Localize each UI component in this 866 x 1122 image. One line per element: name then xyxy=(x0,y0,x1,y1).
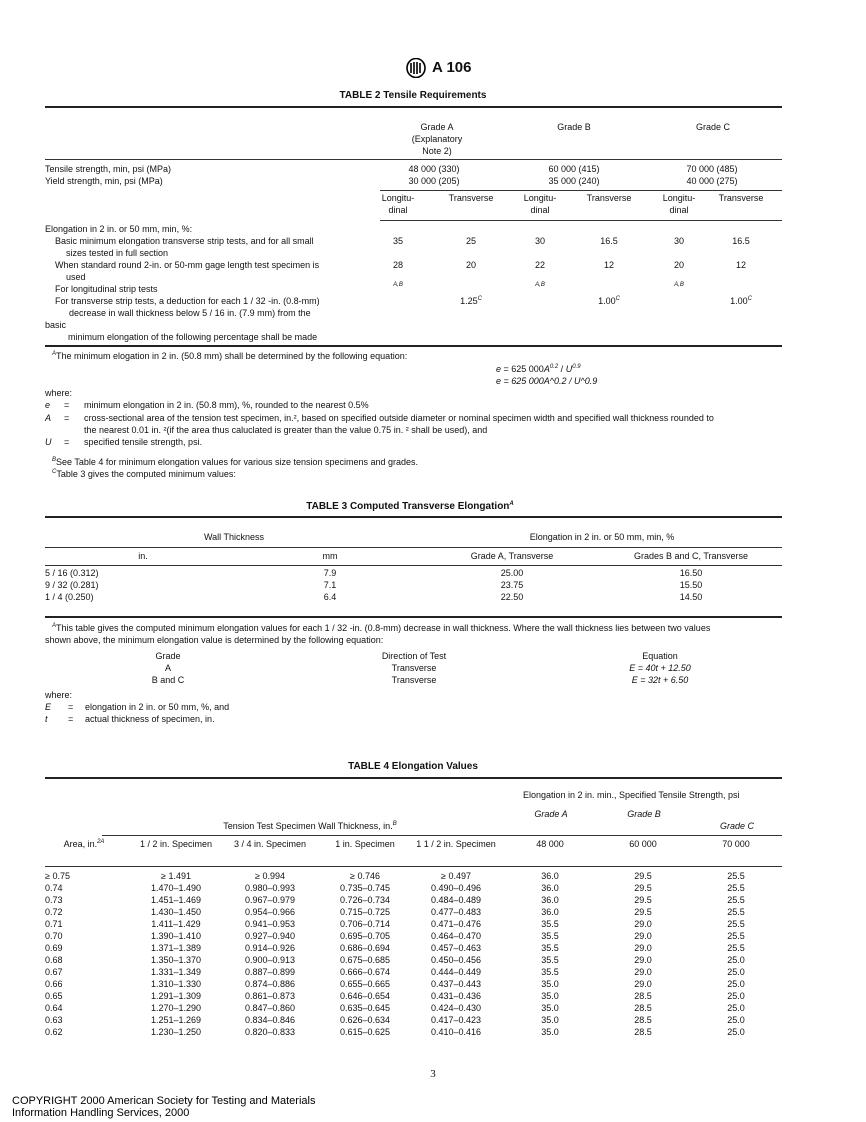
table-cell: 0.735–0.745 xyxy=(339,883,391,893)
cell-area: 0.74 xyxy=(45,883,63,893)
row-label: sizes tested in full section xyxy=(66,248,169,258)
row-label: When standard round 2-in. or 50-mm gage length test specimen is xyxy=(55,260,320,270)
table-cell: 0.484–0.489 xyxy=(430,895,482,905)
table-cell: 28.5 xyxy=(634,1015,652,1025)
cell-area: 0.70 xyxy=(45,931,63,941)
table-cell: 35.0 xyxy=(541,1015,559,1025)
table-cell: 1.310–1.330 xyxy=(150,979,202,989)
equals: = xyxy=(68,702,74,712)
longitudinal-header: Longitu- xyxy=(662,193,696,203)
table-cell: 0.666–0.674 xyxy=(339,967,391,977)
table-cell: 0.646–0.654 xyxy=(339,991,391,1001)
table-cell: 0.431–0.436 xyxy=(430,991,482,1001)
cell-area: 0.71 xyxy=(45,919,63,929)
table-cell: ≥ 0.994 xyxy=(255,871,285,881)
cell-area: 0.72 xyxy=(45,907,63,917)
cell-mm: 6.4 xyxy=(323,592,337,602)
value xyxy=(460,296,482,307)
table-cell: 36.0 xyxy=(541,883,559,893)
definition-text: elongation in 2 in. or 50 mm, %, and xyxy=(85,702,230,712)
table4-title: TABLE 4 Elongation Values xyxy=(348,761,478,772)
table-cell: 0.457–0.463 xyxy=(430,943,482,953)
definition xyxy=(45,437,52,448)
footnote-mark: A xyxy=(509,501,514,507)
table-cell: 29.5 xyxy=(634,871,652,881)
eq-direction: Transverse xyxy=(391,663,437,673)
grade-a-note: Note 2) xyxy=(422,146,452,156)
cell-area: 0.67 xyxy=(45,967,63,977)
eq-A: A xyxy=(543,364,550,374)
table-cell: 25.5 xyxy=(727,931,745,941)
divider xyxy=(45,516,782,518)
footnote-text: The minimum elogation in 2 in. (50.8 mm) shall be determined by the following equation: xyxy=(56,351,408,361)
table-cell: 0.847–0.860 xyxy=(244,1003,296,1013)
elongation-header: Elongation in 2 in. or 50 mm, min, % xyxy=(529,532,675,542)
table-cell: 0.477–0.483 xyxy=(430,907,482,917)
yield-c: 40 000 (275) xyxy=(686,176,738,186)
table3-footnote xyxy=(52,623,710,634)
value xyxy=(598,296,620,307)
cell-area: ≥ 0.75 xyxy=(45,871,70,881)
column-header: 1 / 2 in. Specimen xyxy=(139,839,213,849)
table-cell: 1.331–1.349 xyxy=(150,967,202,977)
table-cell: 1.411–1.429 xyxy=(151,919,201,929)
value: 16.5 xyxy=(600,236,618,246)
footnote-text: This table gives the computed minimum elongation values for each 1 / 32 -in. (0.8-mm) decrease in wall thickness. Where the wall thickness lies between two values xyxy=(56,623,711,633)
table-cell: 25.5 xyxy=(727,943,745,953)
table-cell: 25.0 xyxy=(727,1027,745,1037)
equals: = xyxy=(64,437,70,447)
table-cell: 35.0 xyxy=(541,1027,559,1037)
definition xyxy=(45,714,48,725)
cell-grades-bc: 14.50 xyxy=(679,592,703,602)
col-mm: mm xyxy=(322,551,338,561)
table2-title: TABLE 2 Tensile Requirements xyxy=(339,90,487,101)
definition-text: specified tensile strength, psi. xyxy=(84,437,203,447)
symbol: E xyxy=(45,702,52,712)
table-cell: 25.0 xyxy=(727,955,745,965)
cell-area: 0.68 xyxy=(45,955,63,965)
footnote-mark: C xyxy=(52,469,57,475)
copyright: COPYRIGHT 2000 American Society for Testing and Materials xyxy=(12,1095,316,1107)
footnote-mark: A,B xyxy=(535,282,545,288)
cell-area: 0.69 xyxy=(45,943,63,953)
row-label: used xyxy=(66,272,86,282)
longitudinal-header: dinal xyxy=(388,205,408,215)
grade-c-header: Grade C xyxy=(695,122,731,132)
divider xyxy=(45,106,782,108)
table-cell: 28.5 xyxy=(634,991,652,1001)
eq-const: = 625 000 xyxy=(501,364,544,374)
wall-header xyxy=(223,821,396,832)
divider xyxy=(380,220,782,221)
footnote-text: See Table 4 for minimum elongation values for various size tension specimens and grades. xyxy=(56,457,419,467)
footnote-mark: C xyxy=(615,296,620,302)
table-cell: 35.0 xyxy=(541,1003,559,1013)
transverse-header: Transverse xyxy=(586,193,632,203)
copyright: Information Handling Services, 2000 xyxy=(12,1107,190,1119)
grade-a-header: Grade A xyxy=(420,122,454,132)
cell-in: 9 / 32 (0.281) xyxy=(45,580,99,590)
area-header xyxy=(64,839,105,850)
cell-area: 0.65 xyxy=(45,991,63,1001)
table-cell: 0.715–0.725 xyxy=(339,907,391,917)
table-cell: 35.0 xyxy=(541,979,559,989)
definition-text: the nearest 0.01 in. ²(if the area thus caluclated is greater than the value 0.75 in. ² shall be used), and xyxy=(84,425,488,435)
column-header: 70 000 xyxy=(722,839,750,849)
table-cell: 29.5 xyxy=(634,883,652,893)
table-cell: 0.450–0.456 xyxy=(430,955,482,965)
divider xyxy=(380,190,782,191)
value: 12 xyxy=(603,260,615,270)
table-cell: 1.291–1.309 xyxy=(150,991,202,1001)
table-cell: 0.820–0.833 xyxy=(244,1027,296,1037)
grade-b-header: Grade B xyxy=(557,122,591,132)
eq-U: U xyxy=(565,364,573,374)
cell-area: 0.62 xyxy=(45,1027,63,1037)
footnote-text: shown above, the minimum elongation value is determined by the following equation: xyxy=(45,635,384,645)
value: 22 xyxy=(534,260,546,270)
table-cell: 0.490–0.496 xyxy=(430,883,482,893)
table-cell: 0.695–0.705 xyxy=(339,931,391,941)
table-cell: 0.471–0.476 xyxy=(430,919,482,929)
footnote-mark: A,B xyxy=(393,282,403,288)
table-cell: 0.626–0.634 xyxy=(339,1015,391,1025)
table-cell: 1.350–1.370 xyxy=(150,955,202,965)
cell-in: 1 / 4 (0.250) xyxy=(45,592,94,602)
table-cell: 0.874–0.886 xyxy=(244,979,296,989)
column-header: 60 000 xyxy=(629,839,657,849)
value-text: 1.00 xyxy=(598,296,616,306)
yield-b: 35 000 (240) xyxy=(548,176,600,186)
table-cell: 35.0 xyxy=(541,991,559,1001)
divider xyxy=(45,616,782,618)
footnote-c xyxy=(52,469,236,480)
area-header-text: Area, in. xyxy=(63,839,98,849)
table-cell: 25.0 xyxy=(727,991,745,1001)
table-cell: 0.655–0.665 xyxy=(339,979,391,989)
value: 30 xyxy=(673,236,685,246)
column-header: 1 1 / 2 in. Specimen xyxy=(416,839,496,849)
column-header: 3 / 4 in. Specimen xyxy=(233,839,307,849)
col-grade-a: Grade A, Transverse xyxy=(470,551,554,561)
table-cell: 29.0 xyxy=(634,967,652,977)
value: 25 xyxy=(465,236,477,246)
yield-label: Yield strength, min, psi (MPa) xyxy=(45,176,163,186)
table-cell: 1.270–1.290 xyxy=(150,1003,202,1013)
table-cell: 28.5 xyxy=(634,1027,652,1037)
table-cell: 29.5 xyxy=(634,907,652,917)
row-label: For transverse strip tests, a deduction for each 1 / 32 -in. (0.8-mm) xyxy=(55,296,320,306)
symbol: t xyxy=(45,714,48,724)
footnote-mark: C xyxy=(747,296,752,302)
table-cell: 1.470–1.490 xyxy=(150,883,202,893)
equation xyxy=(496,364,581,375)
footnote-mark: 2A xyxy=(97,839,105,845)
table-cell: 1.451–1.469 xyxy=(150,895,202,905)
eq-equation: E = 40t + 12.50 xyxy=(629,663,691,673)
symbol: A xyxy=(45,413,52,423)
eq-equation: E = 32t + 6.50 xyxy=(631,675,689,685)
table-cell: 0.967–0.979 xyxy=(244,895,296,905)
definition-text: cross-sectional area of the tension test specimen, in.², based on specified outside diameter or nominal specimen width and specified wall thickness rounded to xyxy=(84,413,714,423)
table-cell: 28.5 xyxy=(634,1003,652,1013)
row-label: decrease in wall thickness below 5 / 16 in. (7.9 mm) from the xyxy=(69,308,311,318)
table-cell: 0.424–0.430 xyxy=(430,1003,482,1013)
table-cell: 0.914–0.926 xyxy=(244,943,296,953)
astm-logo xyxy=(406,58,426,78)
cell-grades-bc: 16.50 xyxy=(679,568,703,578)
cell-area: 0.64 xyxy=(45,1003,63,1013)
value: 12 xyxy=(735,260,747,270)
table-cell: 0.861–0.873 xyxy=(244,991,296,1001)
cell-mm: 7.9 xyxy=(323,568,337,578)
table-cell: 0.887–0.899 xyxy=(244,967,296,977)
table-cell: 35.5 xyxy=(541,955,559,965)
cell-mm: 7.1 xyxy=(323,580,337,590)
table-cell: 0.954–0.966 xyxy=(244,907,296,917)
cell-area: 0.63 xyxy=(45,1015,63,1025)
eq-header-direction: Direction of Test xyxy=(381,651,447,661)
footnote-mark: A,B xyxy=(674,282,684,288)
table-cell: 29.0 xyxy=(634,919,652,929)
symbol: U xyxy=(45,437,52,447)
divider xyxy=(45,159,782,160)
wall-thickness-header: Wall Thickness xyxy=(203,532,265,542)
table-cell: 0.635–0.645 xyxy=(339,1003,391,1013)
cell-grade-a: 23.75 xyxy=(500,580,524,590)
longitudinal-header: Longitu- xyxy=(523,193,557,203)
table-cell: 35.5 xyxy=(541,967,559,977)
divider xyxy=(102,835,782,836)
row-label: Basic minimum elongation transverse strip tests, and for all small xyxy=(55,236,314,246)
table-cell: 29.0 xyxy=(634,931,652,941)
footnote-mark: B xyxy=(392,821,397,827)
table-cell: 36.0 xyxy=(541,895,559,905)
table-cell: 1.251–1.269 xyxy=(150,1015,202,1025)
definition xyxy=(45,702,51,713)
col-in: in. xyxy=(138,551,148,561)
table-cell: 0.675–0.685 xyxy=(339,955,391,965)
footnote-mark: C xyxy=(477,296,482,302)
eq-direction: Transverse xyxy=(391,675,437,685)
table-cell: 0.464–0.470 xyxy=(430,931,482,941)
eq-exp: 0.9 xyxy=(572,364,581,370)
equation-text: e = 625 000A^0.2 / U^0.9 xyxy=(496,376,598,386)
table-cell: 25.5 xyxy=(727,907,745,917)
symbol: e xyxy=(45,400,51,410)
table-cell: 25.0 xyxy=(727,979,745,989)
table-cell: 0.980–0.993 xyxy=(244,883,296,893)
row-label: minimum elongation of the following percentage shall be made xyxy=(68,332,318,342)
table-cell: 1.390–1.410 xyxy=(150,931,202,941)
table-cell: 25.0 xyxy=(727,967,745,977)
value-text: 1.25 xyxy=(460,296,478,306)
value-text: 1.00 xyxy=(730,296,748,306)
row-label: basic xyxy=(45,320,67,330)
definition-text: actual thickness of specimen, in. xyxy=(85,714,215,724)
table-cell: 0.941–0.953 xyxy=(244,919,296,929)
table-cell: 1.230–1.250 xyxy=(150,1027,202,1037)
definition xyxy=(45,400,50,411)
grade-c-header: Grade C xyxy=(719,821,755,831)
column-header: 48 000 xyxy=(536,839,564,849)
table-cell: 35.5 xyxy=(541,931,559,941)
cell-area: 0.73 xyxy=(45,895,63,905)
table-cell: 36.0 xyxy=(541,907,559,917)
table3-title xyxy=(306,501,514,512)
table-cell: 1.371–1.389 xyxy=(150,943,202,953)
value: 20 xyxy=(673,260,685,270)
value: 16.5 xyxy=(732,236,750,246)
footnote-mark: B xyxy=(52,457,57,463)
grade-a-note: (Explanatory xyxy=(411,134,463,144)
cell-area: 0.66 xyxy=(45,979,63,989)
table-cell: 0.834–0.846 xyxy=(244,1015,296,1025)
table-cell: 25.0 xyxy=(727,1003,745,1013)
divider xyxy=(45,777,782,779)
table-cell: 0.900–0.913 xyxy=(244,955,296,965)
table-cell: 25.5 xyxy=(727,895,745,905)
cell-grades-bc: 15.50 xyxy=(679,580,703,590)
table-cell: 36.0 xyxy=(541,871,559,881)
cell-grade-a: 25.00 xyxy=(500,568,524,578)
table-cell: 25.5 xyxy=(727,871,745,881)
longitudinal-header: dinal xyxy=(669,205,689,215)
table-cell: 0.444–0.449 xyxy=(430,967,482,977)
designation: A 106 xyxy=(432,59,472,76)
value: 30 xyxy=(534,236,546,246)
longitudinal-header: dinal xyxy=(530,205,550,215)
table-cell: 29.0 xyxy=(634,943,652,953)
title-text: TABLE 3 Computed Transverse Elongation xyxy=(306,501,510,512)
page-number: 3 xyxy=(430,1068,436,1080)
table-cell: 0.417–0.423 xyxy=(430,1015,482,1025)
footnote-mark: A xyxy=(52,351,57,357)
table-cell: 0.686–0.694 xyxy=(339,943,391,953)
cell-in: 5 / 16 (0.312) xyxy=(45,568,99,578)
tensile-b: 60 000 (415) xyxy=(548,164,600,174)
table-cell: 25.5 xyxy=(727,883,745,893)
table-cell: 0.615–0.625 xyxy=(339,1027,391,1037)
divider xyxy=(45,547,782,548)
table-cell: 0.927–0.940 xyxy=(244,931,296,941)
footnote-a xyxy=(52,351,407,362)
table-cell: 1.430–1.450 xyxy=(150,907,202,917)
column-header: 1 in. Specimen xyxy=(335,839,395,849)
tensile-c: 70 000 (485) xyxy=(686,164,738,174)
definition xyxy=(45,413,51,424)
divider xyxy=(45,565,782,566)
row-label: For longitudinal strip tests xyxy=(55,284,158,294)
eq-e: e xyxy=(496,364,502,374)
equals: = xyxy=(64,413,70,423)
value: 20 xyxy=(465,260,477,270)
eq-grade: A xyxy=(164,663,172,673)
table-cell: 29.0 xyxy=(634,955,652,965)
grade-a-header: Grade A xyxy=(534,809,568,819)
transverse-header: Transverse xyxy=(718,193,764,203)
eq-slash: / xyxy=(558,364,566,374)
table-cell: 0.437–0.443 xyxy=(430,979,482,989)
yield-a: 30 000 (205) xyxy=(408,176,460,186)
equals: = xyxy=(64,400,70,410)
table-cell: 35.5 xyxy=(541,943,559,953)
eq-exp: 0.2 xyxy=(549,364,559,370)
divider xyxy=(45,345,782,347)
value: 28 xyxy=(392,260,404,270)
definition-text: minimum elongation in 2 in. (50.8 mm), %, rounded to the nearest 0.5% xyxy=(84,400,369,410)
table-cell: 35.5 xyxy=(541,919,559,929)
col-grades-bc: Grades B and C, Transverse xyxy=(633,551,749,561)
grade-b-header: Grade B xyxy=(627,809,661,819)
table-cell: 25.0 xyxy=(727,1015,745,1025)
where-label: where: xyxy=(45,388,73,398)
table-cell: ≥ 0.497 xyxy=(441,871,471,881)
table-cell: 29.5 xyxy=(634,895,652,905)
footnote-mark: A xyxy=(52,623,57,629)
cell-grade-a: 22.50 xyxy=(500,592,524,602)
table-cell: 29.0 xyxy=(634,979,652,989)
eq-header-grade: Grade xyxy=(155,651,181,661)
value xyxy=(730,296,752,307)
tensile-a: 48 000 (330) xyxy=(408,164,460,174)
elongation-header: Elongation in 2 in. min., Specified Tensile Strength, psi xyxy=(523,790,740,800)
footnote-b xyxy=(52,457,418,468)
divider xyxy=(45,866,782,867)
wall-header-text: Tension Test Specimen Wall Thickness, in. xyxy=(223,821,393,831)
elongation-heading: Elongation in 2 in. or 50 mm, min, %: xyxy=(45,224,193,234)
transverse-header: Transverse xyxy=(448,193,494,203)
footnote-text: Table 3 gives the computed minimum values: xyxy=(56,469,236,479)
table-cell: ≥ 1.491 xyxy=(161,871,191,881)
where-label: where: xyxy=(45,690,73,700)
eq-header-equation: Equation xyxy=(642,651,678,661)
table-cell: 0.706–0.714 xyxy=(339,919,391,929)
table-cell: 25.5 xyxy=(727,919,745,929)
table-cell: 0.726–0.734 xyxy=(339,895,391,905)
eq-grade: B and C xyxy=(151,675,185,685)
value: 35 xyxy=(392,236,404,246)
tensile-label: Tensile strength, min, psi (MPa) xyxy=(45,164,172,174)
longitudinal-header: Longitu- xyxy=(381,193,415,203)
table-cell: 0.410–0.416 xyxy=(430,1027,482,1037)
table-cell: ≥ 0.746 xyxy=(350,871,380,881)
equals: = xyxy=(68,714,74,724)
